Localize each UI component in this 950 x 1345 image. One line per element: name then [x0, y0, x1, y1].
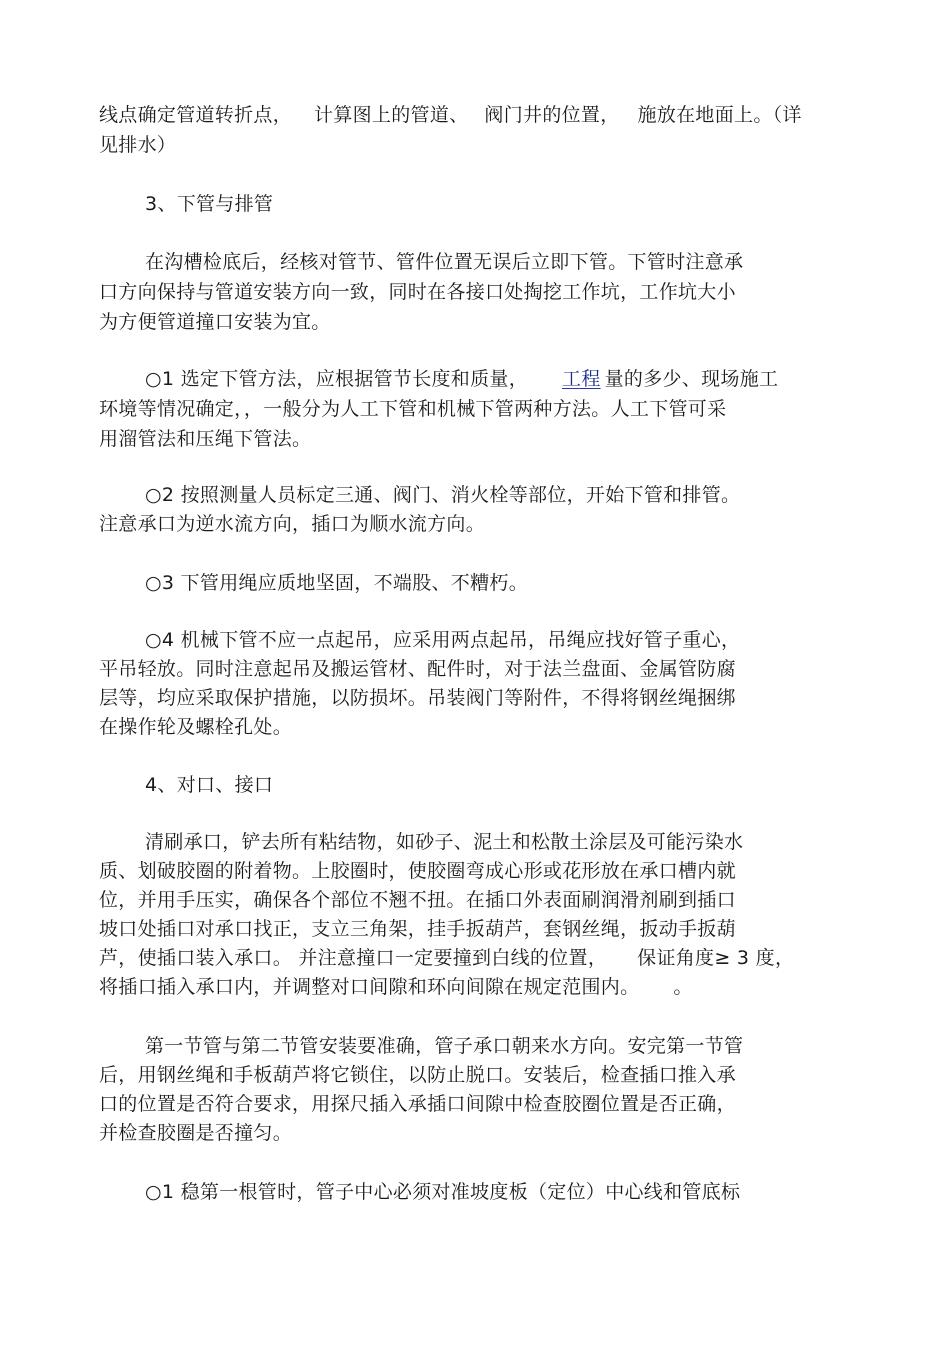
text-line: 在沟槽检底后，经核对管节、管件位置无误后立即下管。下管时注意承 [145, 251, 744, 273]
text-segment: 阀门井的位置， [484, 104, 620, 126]
text-line: 在操作轮及螺栓孔处。 [99, 716, 293, 738]
text-line: 坡口处插口对承口找正，支立三角架，挂手扳葫芦，套钢丝绳，扳动手扳葫 [99, 918, 736, 940]
text-line: 质、划破胶圈的附着物。上胶圈时，使胶圈弯成心形或花形放在承口槽内就 [99, 860, 736, 882]
text-line: ○1 稳第一根管时，管子中心必须对准坡度板（定位）中心线和管底标 [145, 1181, 741, 1203]
text-segment: 量的多少、现场施工 [604, 368, 779, 390]
text-line: 用溜管法和压绳下管法。 [99, 428, 312, 450]
text-line: 后，用钢丝绳和手板葫芦将它锁住，以防止脱口。安装后，检查插口推入承 [99, 1064, 736, 1086]
text-segment: 保证角度≥ 3 度， [637, 947, 795, 969]
text-line: 平吊轻放。同时注意起吊及搬运管材、配件时，对于法兰盘面、金属管防腐 [99, 658, 736, 680]
text-line: 层等，均应采取保护措施，以防损坏。吊装阀门等附件，不得将钢丝绳捆绑 [99, 687, 736, 709]
text-line: 见排水） [99, 134, 177, 156]
text-line: 位，并用手压实，确保各个部位不翘不扭。在插口外表面刷润滑剂刷到插口 [99, 889, 736, 911]
text-line [99, 103, 802, 127]
section-heading: 3、下管与排管 [145, 193, 274, 215]
text-line: 环境等情况确定，，一般分为人工下管和机械下管两种方法。人工下管可采 [99, 398, 727, 420]
text-segment: 芦，使插口装入承口。 并注意撞口一定要撞到白线的位置， [99, 947, 608, 969]
text-segment: 将插口插入承口内，并调整对口间隙和环向间隙在规定范围内。 [99, 976, 640, 998]
text-line: 为方便管道撞口安装为宜。 [99, 311, 331, 333]
text-line [99, 946, 794, 970]
text-line: ○3 下管用绳应质地坚固，不端股、不糟朽。 [145, 572, 529, 594]
text-line [145, 367, 778, 391]
text-line: 第一节管与第二节管安装要准确，管子承口朝来水方向。安完第一节管 [145, 1035, 744, 1057]
text-segment: ○1 选定下管方法，应根据管节长度和质量， [145, 368, 529, 390]
text-line [99, 975, 693, 999]
text-line: 清刷承口，铲去所有粘结物，如砂子、泥土和松散土涂层及可能污染水 [145, 831, 744, 853]
section-heading: 4、对口、接口 [145, 774, 274, 796]
text-line: ○4 机械下管不应一点起吊，应采用两点起吊，吊绳应找好管子重心， [145, 629, 741, 651]
text-segment: 线点确定管道转折点， [99, 104, 293, 126]
text-segment: 施放在地面上。（详 [637, 104, 802, 126]
text-line: 口方向保持与管道安装方向一致，同时在各接口处掏挖工作坑，工作坑大小 [99, 281, 736, 303]
text-line: 并检查胶圈是否撞匀。 [99, 1122, 293, 1144]
engineering-link[interactable]: 工程 [562, 368, 601, 390]
text-segment: 计算图上的管道、 [314, 104, 469, 126]
text-segment: 。 [673, 976, 693, 998]
text-line: 注意承口为逆水流方向，插口为顺水流方向。 [99, 513, 486, 535]
text-line: ○2 按照测量人员标定三通、阀门、消火栓等部位，开始下管和排管。 [145, 484, 741, 506]
text-line: 口的位置是否符合要求，用探尺插入承插口间隙中检查胶圈位置是否正确， [99, 1093, 736, 1115]
